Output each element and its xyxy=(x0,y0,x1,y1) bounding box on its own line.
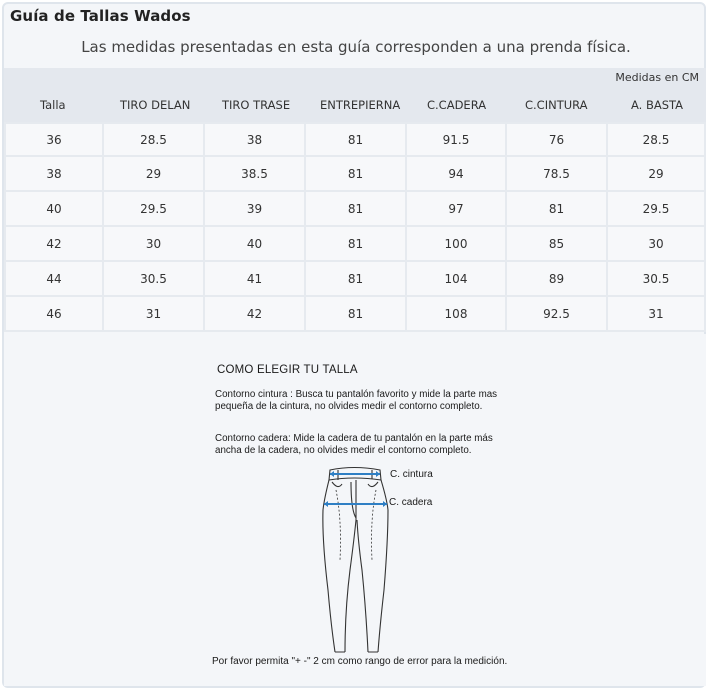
table-row xyxy=(4,262,706,297)
table-cell: 108 xyxy=(407,297,507,332)
table-cell: 28.5 xyxy=(608,122,706,157)
table-cell: 42 xyxy=(4,227,104,262)
column-header-cadera: C.CADERA xyxy=(427,98,487,112)
measurement-guide xyxy=(4,334,706,686)
table-cell: 38 xyxy=(4,157,104,192)
table-cell: 100 xyxy=(407,227,507,262)
units-note: Medidas en CM xyxy=(615,71,699,84)
table-cell: 38.5 xyxy=(205,157,306,192)
pants-illustration xyxy=(314,460,404,655)
table-row xyxy=(4,192,706,227)
column-header-basta: A. BASTA xyxy=(631,98,684,112)
table-cell: 81 xyxy=(507,192,608,227)
table-cell: 29.5 xyxy=(608,192,706,227)
table-cell: 92.5 xyxy=(507,297,608,332)
table-cell: 31 xyxy=(104,297,205,332)
table-cell: 78.5 xyxy=(507,157,608,192)
table-cell: 29.5 xyxy=(104,192,205,227)
table-row xyxy=(4,157,706,192)
table-cell: 30 xyxy=(104,227,205,262)
hip-instructions: Contorno cadera: Mide la cadera de tu pantalón en la parte más ancha de la cadera, no olvides medir el contorno completo. xyxy=(215,433,493,456)
table-cell: 97 xyxy=(407,192,507,227)
table-cell: 40 xyxy=(4,192,104,227)
column-header-entrepierna: ENTREPIERNA xyxy=(320,98,401,112)
table-cell: 104 xyxy=(407,262,507,297)
error-tolerance-note: Por favor permita "+ -" 2 cm como rango de error para la medición. xyxy=(212,656,508,667)
page-title: Guía de Tallas Wados xyxy=(10,7,191,25)
table-row xyxy=(4,297,706,332)
table-cell: 29 xyxy=(104,157,205,192)
column-header-cintura: C.CINTURA xyxy=(525,98,588,112)
column-header-tiro-trase: TIRO TRASE xyxy=(222,98,291,112)
table-cell: 89 xyxy=(507,262,608,297)
table-cell: 81 xyxy=(306,192,407,227)
table-cell: 44 xyxy=(4,262,104,297)
waist-instructions: Contorno cintura : Busca tu pantalón favorito y mide la parte mas pequeña de la cintura, no olvides medir el contorno completo. xyxy=(215,389,498,412)
table-cell: 94 xyxy=(407,157,507,192)
table-cell: 81 xyxy=(306,297,407,332)
table-cell: 81 xyxy=(306,227,407,262)
table-row xyxy=(4,227,706,262)
table-cell: 28.5 xyxy=(104,122,205,157)
table-cell: 42 xyxy=(205,297,306,332)
table-cell: 76 xyxy=(507,122,608,157)
column-header-tiro-delan: TIRO DELAN xyxy=(120,98,191,112)
table-header xyxy=(4,68,706,122)
table-cell: 91.5 xyxy=(407,122,507,157)
table-cell: 40 xyxy=(205,227,306,262)
hip-label: C. cadera xyxy=(389,497,433,508)
table-cell: 41 xyxy=(205,262,306,297)
table-cell: 81 xyxy=(306,157,407,192)
table-cell: 85 xyxy=(507,227,608,262)
table-cell: 38 xyxy=(205,122,306,157)
table-cell: 29 xyxy=(608,157,706,192)
size-table xyxy=(4,122,706,332)
page-subtitle: Las medidas presentadas en esta guía corresponden a una prenda física. xyxy=(81,38,631,56)
table-cell: 81 xyxy=(306,122,407,157)
table-cell: 30.5 xyxy=(104,262,205,297)
guide-title: COMO ELEGIR TU TALLA xyxy=(217,364,358,376)
waist-label: C. cintura xyxy=(390,469,433,480)
table-cell: 31 xyxy=(608,297,706,332)
table-cell: 36 xyxy=(4,122,104,157)
table-cell: 30.5 xyxy=(608,262,706,297)
table-row xyxy=(4,122,706,157)
table-cell: 46 xyxy=(4,297,104,332)
table-cell: 39 xyxy=(205,192,306,227)
table-cell: 30 xyxy=(608,227,706,262)
table-cell: 81 xyxy=(306,262,407,297)
column-header-talla: Talla xyxy=(40,98,66,112)
